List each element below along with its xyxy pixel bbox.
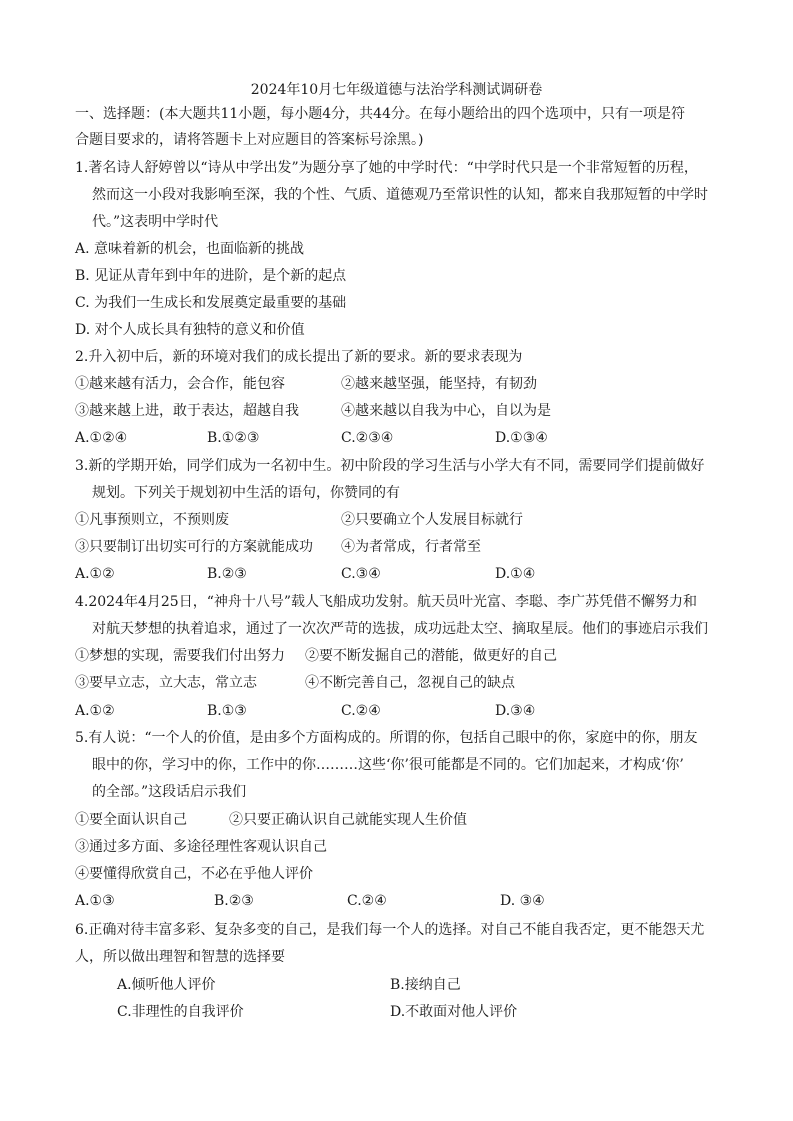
q6-option-c: C.非理性的自我评价 <box>117 1004 244 1020</box>
q3-option-c: C.③④ <box>341 566 381 582</box>
q3-stem-line2: 规划。下列关于规划初中生活的语句，你赞同的有 <box>92 485 400 501</box>
q2-statement-3: ③越来越上进，敢于表达，超越自我 <box>75 403 299 419</box>
q2-statement-1: ①越来越有活力，会合作，能包容 <box>75 376 285 392</box>
q3-statement-2: ②只要确立个人发展目标就行 <box>341 512 523 528</box>
section-instructions-line2: 合题目要求的，请将答题卡上对应题目的答案标号涂黑。) <box>75 132 424 148</box>
q1-option-c: C. 为我们一生成长和发展奠定最重要的基础 <box>75 295 347 311</box>
q5-option-b: B.②③ <box>214 893 254 909</box>
q5-statement-3: ③通过多方面、多途径理性客观认识自己 <box>75 839 327 855</box>
q2-stem-line1: 2.升入初中后，新的环境对我们的成长提出了新的要求。新的要求表现为 <box>75 349 523 365</box>
q4-statement-3: ③要早立志，立大志，常立志 <box>75 675 257 691</box>
q4-statement-1: ①梦想的实现，需要我们付出努力 <box>75 648 285 664</box>
q5-stem-line3: 的全部。”这段话启示我们 <box>92 784 247 800</box>
q4-stem-line2: 对航天梦想的执着追求，通过了一次次严苛的选拔，成功远赴太空、摘取星辰。他们的事迹启示我们 <box>92 621 708 637</box>
q3-stem-line1: 3.新的学期开始，同学们成为一名初中生。初中阶段的学习生活与小学大有不同，需要同学们提前做好 <box>75 458 705 474</box>
q2-statement-2: ②越来越坚强，能坚持，有韧劲 <box>341 376 537 392</box>
q5-option-a: A.①③ <box>75 893 115 909</box>
q4-option-c: C.②④ <box>341 703 381 719</box>
q6-option-d: D.不敢面对他人评价 <box>390 1004 518 1020</box>
q2-option-a: A.①②④ <box>75 430 128 446</box>
q3-option-d: D.①④ <box>495 566 536 582</box>
section-instructions-line1: 一、选择题：(本大题共11小题，每小题4分，共44分。在每小题给出的四个选项中，只有一项是符 <box>75 106 685 122</box>
q6-stem-line2: 人，所以做出理智和智慧的选择要 <box>75 949 285 965</box>
q2-option-c: C.②③④ <box>341 430 394 446</box>
q4-option-b: B.①③ <box>207 703 247 719</box>
q5-option-c: C.②④ <box>347 893 387 909</box>
q1-stem-line2: 然而这一小段对我影响至深，我的个性、气质、道德观乃至常识性的认知，都来自我那短暂的中学时 <box>92 187 708 203</box>
page-title: 2024年10月七年级道德与法治学科测试调研卷 <box>250 82 543 98</box>
q4-option-a: A.①② <box>75 703 115 719</box>
q3-option-b: B.②③ <box>207 566 247 582</box>
q5-statement-2: ②只要正确认识自己就能实现人生价值 <box>229 812 467 828</box>
q1-option-b: B. 见证从青年到中年的进阶，是个新的起点 <box>75 268 347 284</box>
q3-statement-1: ①凡事预则立，不预则废 <box>75 512 229 528</box>
q5-stem-line1: 5.有人说：“一个人的价值，是由多个方面构成的。所谓的你，包括自己眼中的你，家庭中的你，朋友 <box>75 730 698 746</box>
q3-statement-4: ④为者常成，行者常至 <box>341 539 481 555</box>
q6-stem-line1: 6.正确对待丰富多彩、复杂多变的自己，是我们每一个人的选择。对自己不能自我否定，更不能怨天尤 <box>75 922 705 938</box>
q5-stem-line2: 眼中的你，学习中的你，工作中的你………这些‘你’很可能都是不同的。它们加起来，才构成‘你’ <box>92 757 684 773</box>
q4-statement-2: ②要不断发掘自己的潜能，做更好的自己 <box>305 648 557 664</box>
q4-option-d: D.③④ <box>495 703 536 719</box>
q3-statement-3: ③只要制订出切实可行的方案就能成功 <box>75 539 313 555</box>
q5-statement-4: ④要懂得欣赏自己，不必在乎他人评价 <box>75 866 313 882</box>
q6-option-a: A.倾听他人评价 <box>117 977 216 993</box>
q2-option-d: D.①③④ <box>495 430 548 446</box>
q1-option-d: D. 对个人成长具有独特的意义和价值 <box>75 322 305 338</box>
q6-option-b: B.接纳自己 <box>390 977 461 993</box>
q4-statement-4: ④不断完善自己，忽视自己的缺点 <box>305 675 515 691</box>
q2-option-b: B.①②③ <box>207 430 260 446</box>
q1-option-a: A. 意味着新的机会，也面临新的挑战 <box>75 241 305 257</box>
q5-statement-1: ①要全面认识自己 <box>75 812 187 828</box>
q3-option-a: A.①② <box>75 566 115 582</box>
q4-stem-line1: 4.2024年4月25日，“神舟十八号”载人飞船成功发射。航天员叶光富、李聪、李广苏凭借不懈努力和 <box>75 594 698 610</box>
q1-stem-line1: 1.著名诗人舒婷曾以“诗从中学出发”为题分享了她的中学时代：“中学时代只是一个非常短暂的历程， <box>75 160 698 176</box>
q5-option-d: D. ③④ <box>500 893 545 909</box>
q1-stem-line3: 代。”这表明中学时代 <box>92 214 219 230</box>
q2-statement-4: ④越来越以自我为中心，自以为是 <box>341 403 551 419</box>
